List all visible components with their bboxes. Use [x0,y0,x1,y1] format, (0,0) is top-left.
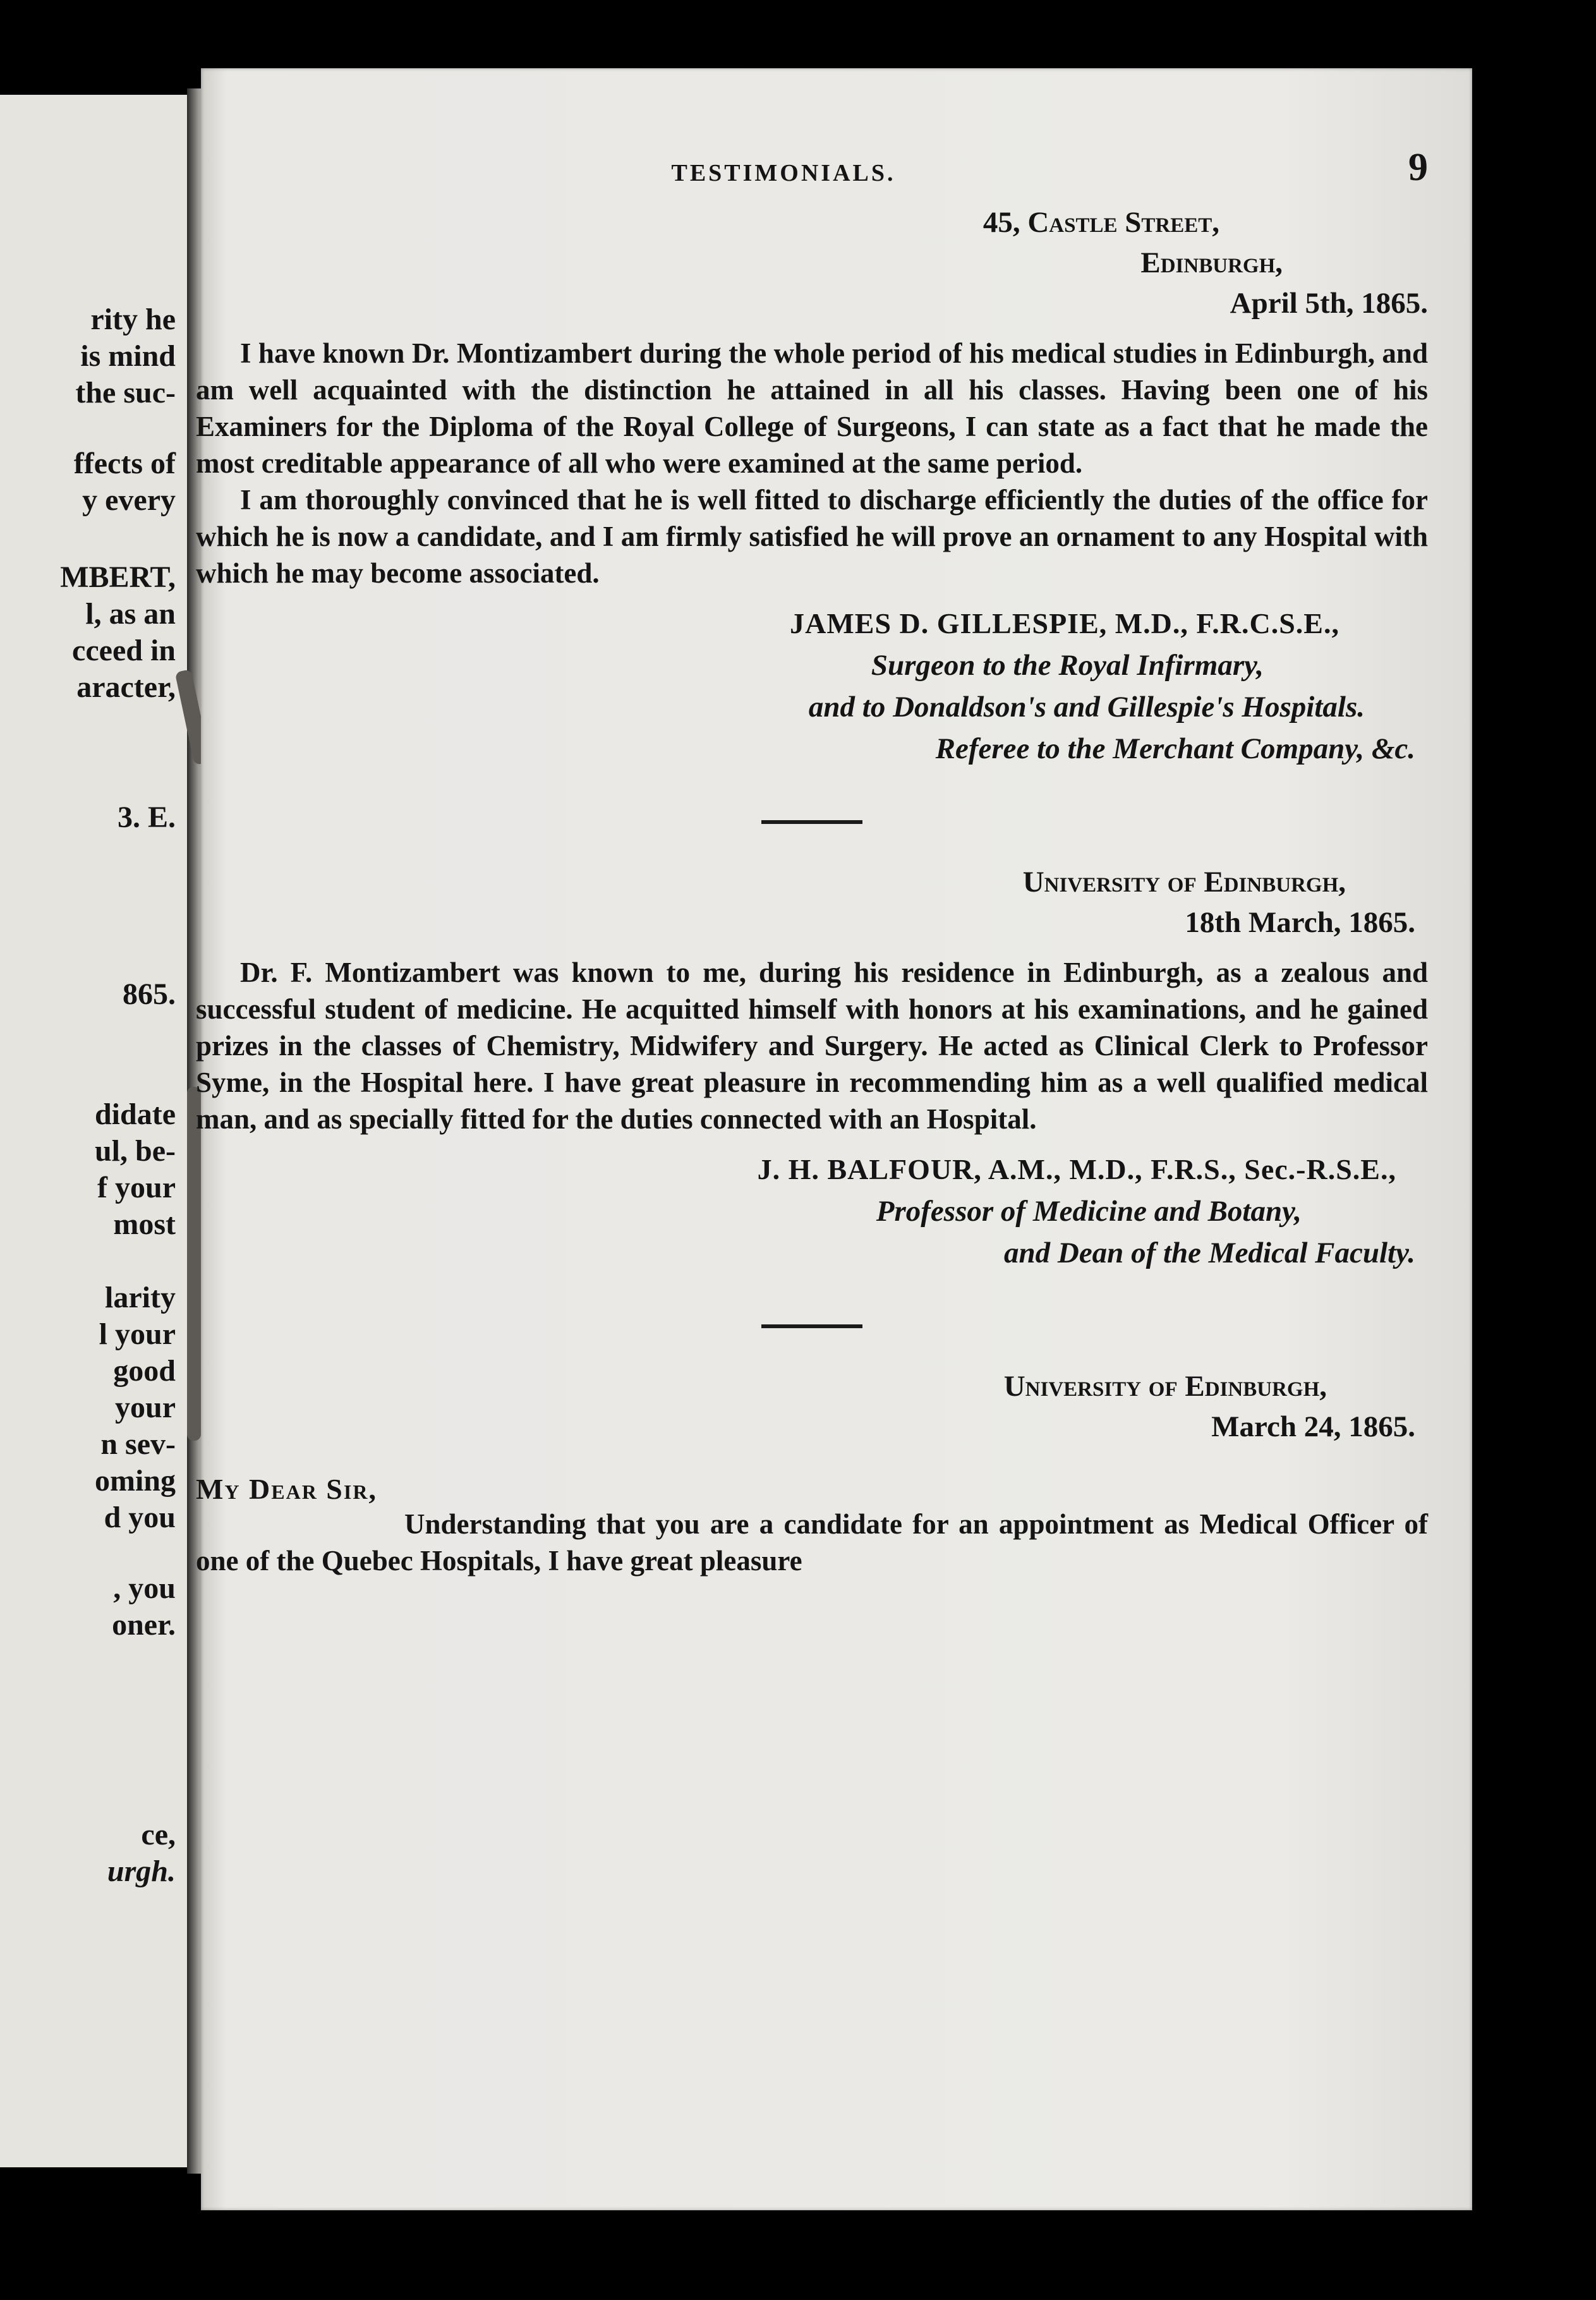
page-number: 9 [1408,146,1428,189]
signature-title: Surgeon to the Royal Infirmary, [871,649,1264,682]
signature-title: Professor of Medicine and Botany, [876,1195,1302,1228]
left-fragment: l your [99,1317,176,1351]
left-fragment: urgh. [107,1855,176,1888]
left-fragment: larity [105,1281,176,1314]
testimonial-letter [196,202,1428,770]
running-head: TESTIMONIALS. [671,160,896,186]
left-fragment: didate [94,1098,176,1131]
left-fragment: the suc- [75,376,176,409]
letter-date: April 5th, 1865. [1230,287,1428,320]
left-fragment: MBERT, [60,560,176,594]
left-fragment: ul, be- [94,1134,176,1168]
letter-date: 18th March, 1865. [1185,906,1415,939]
left-fragment: ffects of [73,447,176,480]
letter-address-line: 45, Castle Street, [982,206,1219,239]
left-fragment: 865. [123,978,176,1011]
left-fragment: aracter, [76,670,176,704]
letter-salutation: My Dear Sir, [196,1473,377,1505]
signature-title: Referee to the Merchant Company, &c. [935,732,1415,765]
section-divider [761,820,862,824]
left-fragment: oner. [112,1608,176,1642]
letter-paragraph: I am thoroughly convinced that he is well fitted to discharge efficiently the duties of the office for which he is now a candidate, and I am firmly satisfied he will prove an ornament to any Hospital with which he may become associated. [196,484,1428,589]
left-fragment: is mind [80,339,176,373]
signature-title: and Dean of the Medical Faculty. [1003,1237,1415,1269]
letter-address-line: Edinburgh, [1140,246,1283,279]
left-fragment: l, as an [85,597,176,631]
letter-address-line: University of Edinburgh, [1003,1370,1327,1403]
left-fragment: d you [104,1501,176,1534]
left-facing-page [0,95,190,2167]
letter-paragraph: I have known Dr. Montizambert during the whole period of his medical studies in Edinburgh, and am well acquainted with the distinction he attained in all his classes. Having been one of his Examiners for the Diploma of the Royal College of Surgeons, I can state as a fact that he made the most creditable appearance of all who were examined at the same period. [196,337,1428,479]
left-fragment: most [113,1208,176,1241]
testimonial-letter [196,1366,1428,1579]
left-fragment: good [113,1354,176,1388]
left-fragment: rity he [90,303,176,336]
left-fragment: 3. E. [117,801,176,834]
page-content [196,145,1428,1579]
signature-name: J. H. BALFOUR, A.M., M.D., F.R.S., Sec.-R.S.E., [757,1153,1396,1185]
page-header [196,145,1428,202]
left-fragment: , you [113,1571,176,1605]
letter-address-line: University of Edinburgh, [1022,866,1346,899]
letter-paragraph: Understanding that you are a candidate for an appointment as Medical Officer of one of the Quebec Hospitals, I have great pleasure [196,1508,1428,1577]
left-fragment: n sev- [100,1427,176,1461]
signature-name: JAMES D. GILLESPIE, M.D., F.R.C.S.E., [790,607,1339,639]
left-fragment: cceed in [72,634,176,667]
left-fragment: f your [97,1171,176,1204]
left-fragment: ce, [141,1818,176,1851]
testimonial-letter [196,862,1428,1274]
letter-paragraph: Dr. F. Montizambert was known to me, during his residence in Edinburgh, as a zealous and successful student of medicine. He acquitted himself with honors at his examinations, and he gained prizes in the classes of Chemistry, Midwifery and Surgery. He acted as Clinical Clerk to Professor Syme, in the Hospital here. I have great pleasure in recommending him as a well qualified medical man, and as specially fitted for the duties connected with an Hospital. [196,957,1428,1135]
left-fragment: y every [82,483,176,517]
section-divider [761,1324,862,1328]
left-fragment: your [115,1391,176,1424]
left-fragment: oming [94,1464,176,1498]
letter-date: March 24, 1865. [1211,1410,1415,1443]
signature-title: and to Donaldson's and Gillespie's Hospitals. [808,691,1365,723]
